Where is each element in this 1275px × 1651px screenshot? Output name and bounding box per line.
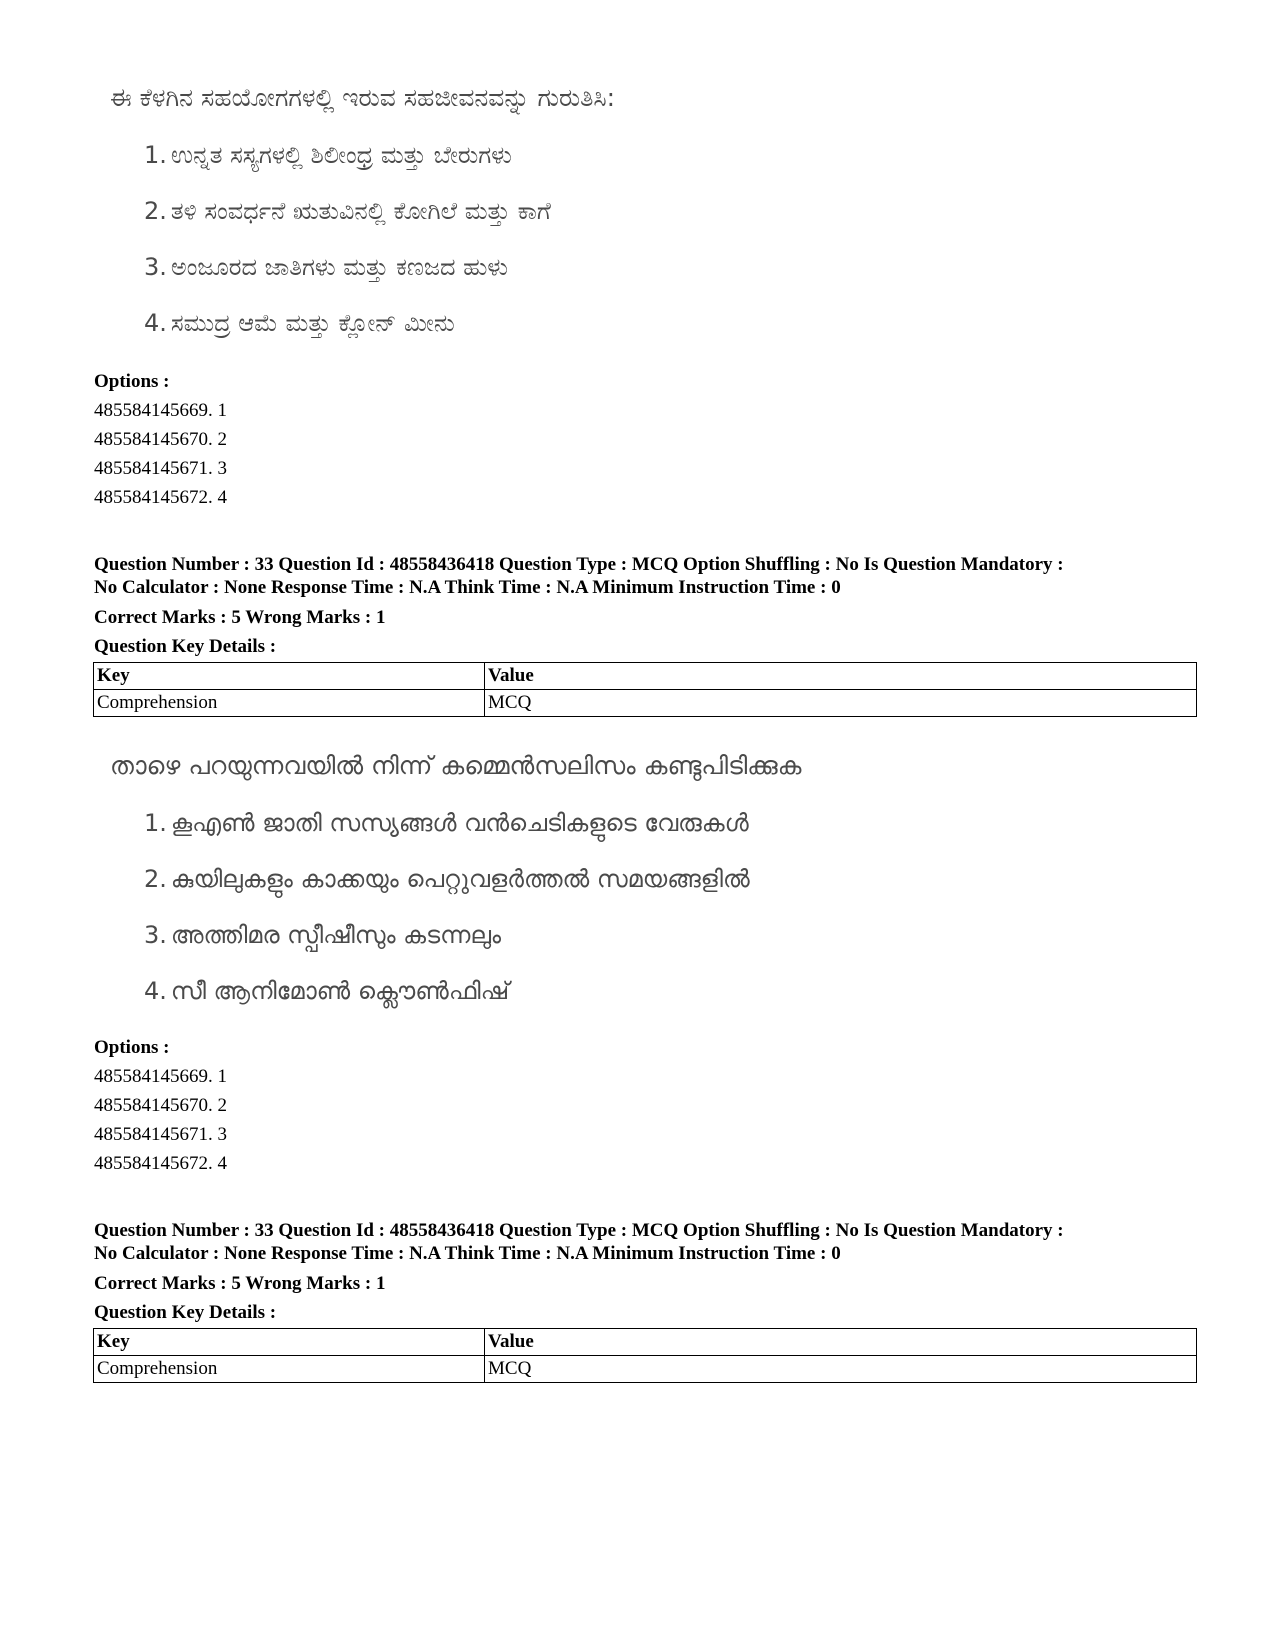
marks-line: Correct Marks : 5 Wrong Marks : 1 bbox=[94, 1273, 386, 1294]
question-item: 2. ತಳಿ ಸಂವರ್ಧನೆ ಋತುವಿನಲ್ಲಿ ಕೋಗಿಲೆ ಮತ್ತು ಕಾಗೆ bbox=[144, 197, 551, 225]
question-image-kannada bbox=[110, 82, 615, 338]
table-header-key: Key bbox=[94, 663, 485, 690]
table-header-value: Value bbox=[485, 663, 1197, 690]
table-cell: Comprehension bbox=[94, 1356, 485, 1383]
question-item: 2. കുയിലുകളും കാക്കയും പെറ്റുവളർത്തൽ സമയങ്ങളിൽ bbox=[144, 865, 750, 893]
question-metadata bbox=[94, 553, 1064, 661]
table-cell: MCQ bbox=[485, 690, 1197, 717]
option-item: 485584145671. 3 bbox=[94, 458, 227, 479]
question-item: 3. അത്തിമര സ്പീഷീസും കടന്നലും bbox=[144, 921, 502, 949]
key-details-label: Question Key Details : bbox=[94, 1302, 277, 1323]
options-title: Options : bbox=[94, 371, 170, 392]
table-row bbox=[94, 1356, 1197, 1383]
table-cell: MCQ bbox=[485, 1356, 1197, 1383]
option-item: 485584145669. 1 bbox=[94, 400, 227, 421]
question-item: 3. ಅಂಜೂರದ ಜಾತಿಗಳು ಮತ್ತು ಕಣಜದ ಹುಳು bbox=[144, 253, 509, 281]
table-header-value: Value bbox=[485, 1329, 1197, 1356]
option-item: 485584145670. 2 bbox=[94, 429, 227, 450]
question-metadata bbox=[94, 1219, 1064, 1327]
table-cell: Comprehension bbox=[94, 690, 485, 717]
meta-line-1: Question Number : 33 Question Id : 48558436418 Question Type : MCQ Option Shuffling : No Is Question Mandatory : bbox=[94, 554, 1064, 575]
key-value-table bbox=[93, 1328, 1197, 1383]
table-header-row bbox=[94, 663, 1197, 690]
option-item: 485584145671. 3 bbox=[94, 1124, 227, 1145]
option-item: 485584145672. 4 bbox=[94, 487, 227, 508]
option-item: 485584145669. 1 bbox=[94, 1066, 227, 1087]
question-item: 4. ಸಮುದ್ರ ಆಮೆ ಮತ್ತು ಕ್ಲೋನ್ ಮೀನು bbox=[144, 309, 455, 337]
question-item: 1. ಉನ್ನತ ಸಸ್ಯಗಳಲ್ಲಿ ಶಿಲೀಂಧ್ರ ಮತ್ತು ಬೇರುಗಳು bbox=[144, 141, 512, 169]
option-item: 485584145670. 2 bbox=[94, 1095, 227, 1116]
question-items bbox=[110, 140, 615, 338]
question-stem: ಈ ಕೆಳಗಿನ ಸಹಯೋಗಗಳಲ್ಲಿ ಇರುವ ಸಹಜೀವನವನ್ನು ಗುರುತಿಸಿ: bbox=[110, 83, 616, 112]
marks-line: Correct Marks : 5 Wrong Marks : 1 bbox=[94, 607, 386, 628]
meta-line-1: Question Number : 33 Question Id : 48558436418 Question Type : MCQ Option Shuffling : No Is Question Mandatory : bbox=[94, 1220, 1064, 1241]
question-stem: താഴെ പറയുന്നവയിൽ നിന്ന് കമ്മെൻസലിസം കണ്ടുപിടിക്കുക bbox=[110, 751, 802, 780]
table-row bbox=[94, 690, 1197, 717]
key-details-label: Question Key Details : bbox=[94, 636, 277, 657]
meta-line-2: No Calculator : None Response Time : N.A Think Time : N.A Minimum Instruction Time : 0 bbox=[94, 1243, 841, 1264]
options-title: Options : bbox=[94, 1037, 170, 1058]
options-list bbox=[94, 367, 227, 512]
meta-line-2: No Calculator : None Response Time : N.A Think Time : N.A Minimum Instruction Time : 0 bbox=[94, 577, 841, 598]
question-item: 4. സീ ആനിമോൺ ക്ലൌൺഫിഷ് bbox=[144, 977, 510, 1005]
question-image-malayalam bbox=[110, 750, 802, 1006]
option-item: 485584145672. 4 bbox=[94, 1153, 227, 1174]
question-item: 1. കൂഎൺ ജാതി സസ്യങ്ങൾ വൻചെടികളുടെ വേരുകൾ bbox=[144, 809, 749, 837]
table-header-key: Key bbox=[94, 1329, 485, 1356]
options-list bbox=[94, 1033, 227, 1178]
key-value-table bbox=[93, 662, 1197, 717]
question-items bbox=[110, 808, 802, 1006]
table-header-row bbox=[94, 1329, 1197, 1356]
